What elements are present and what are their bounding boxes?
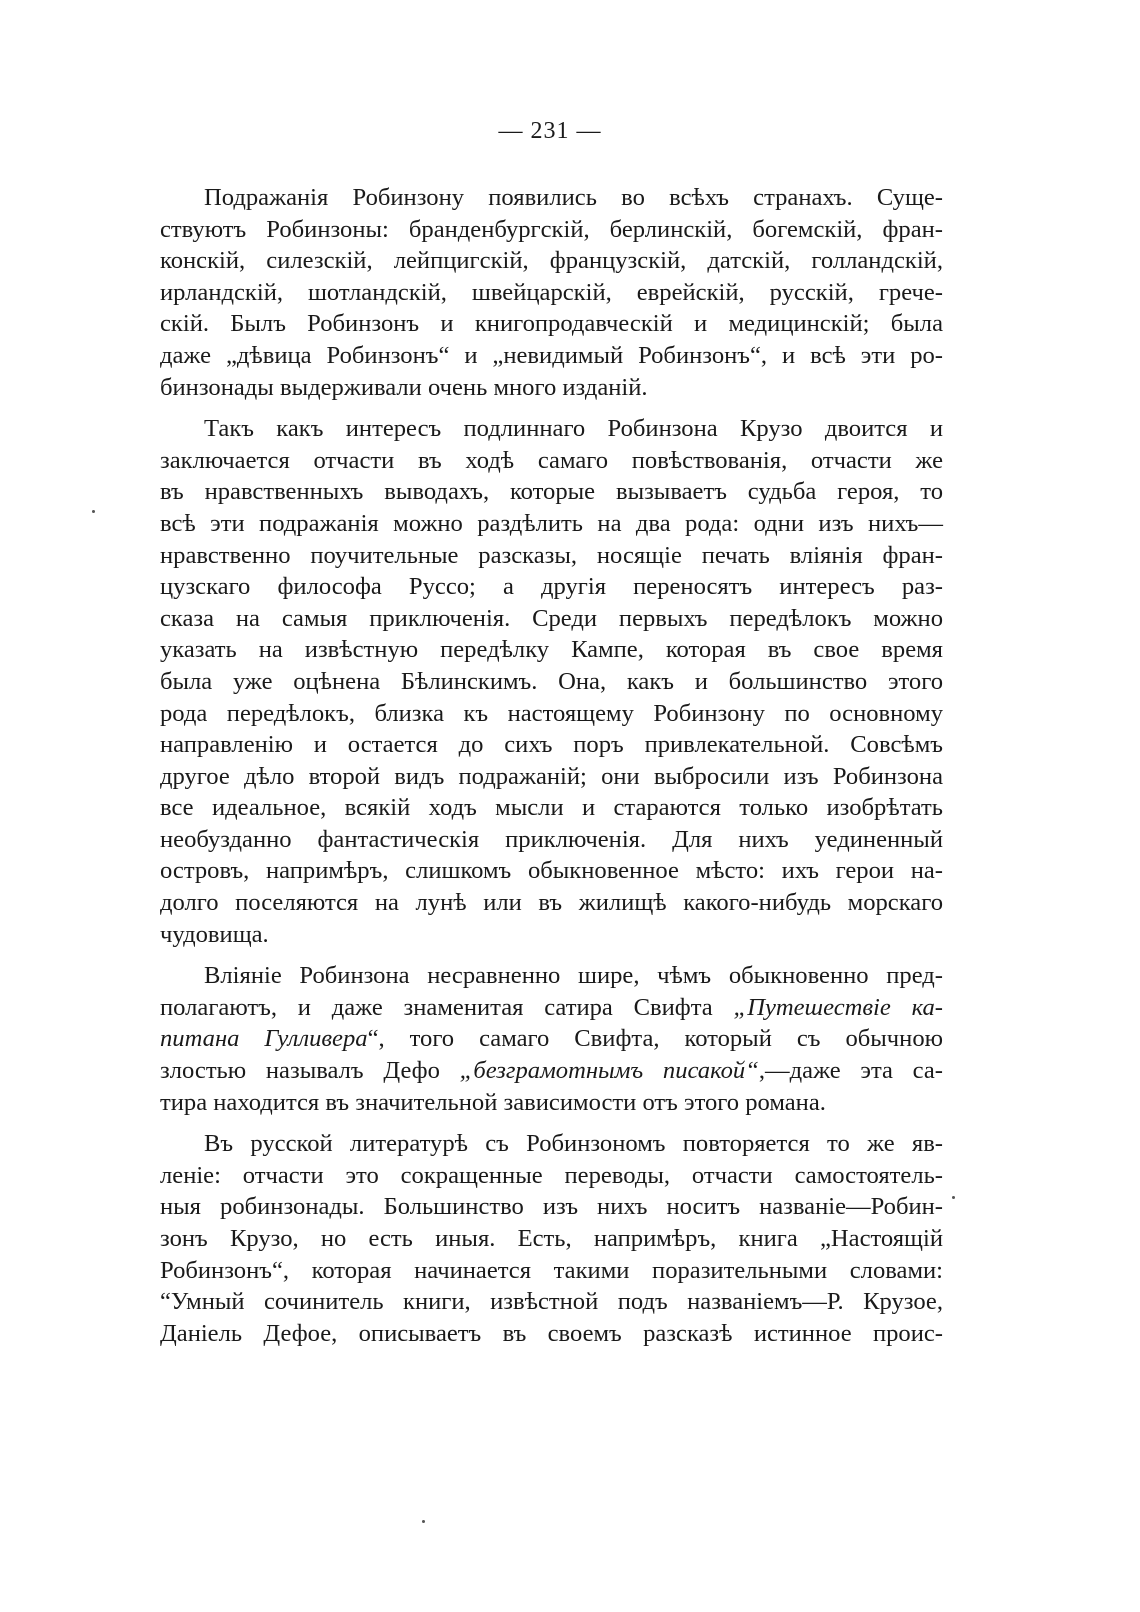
paragraph-4	[160, 1128, 943, 1349]
text-line: Даніель Дефое, описываетъ въ своемъ разсказѣ истинное проис-	[160, 1319, 943, 1347]
text-line: конскій, силезскій, лейпцигскій, французскій, датскій, голландскій,	[160, 247, 943, 275]
text-line: направленію и остается до сихъ поръ привлекательной. Совсѣмъ	[160, 731, 943, 759]
text-line: Вліяніе Робинзона несравненно шире, чѣмъ обыкновенно пред-	[204, 962, 943, 990]
text-line: даже „дѣвица Робинзонъ“ и „невидимый Робинзонъ“, и всѣ эти ро-	[160, 341, 943, 369]
text-line: другое дѣло второй видъ подражаній; они выбросили изъ Робинзона	[160, 762, 943, 790]
text-line: въ нравственныхъ выводахъ, которые вызываетъ судьба героя, то	[160, 478, 943, 506]
text-line: Такъ какъ интересъ подлиннаго Робинзона Крузо двоится и	[204, 415, 943, 443]
text-line: рода передѣлокъ, близка къ настоящему Робинзону по основному	[160, 699, 943, 727]
text-line: сказа на самыя приключенія. Среди первыхъ передѣлокъ можно	[160, 604, 943, 632]
text-line: все идеальное, всякій ходъ мысли и стараются только изобрѣтать	[160, 794, 943, 822]
body-text	[160, 182, 943, 1349]
scan-speck	[422, 1520, 425, 1523]
text-line: островъ, напримѣръ, слишкомъ обыкновенное мѣсто: ихъ герои на-	[160, 857, 943, 885]
scan-speck	[952, 1196, 955, 1199]
text-line: заключается отчасти въ ходѣ самаго повѣствованія, отчасти же	[160, 446, 943, 474]
text-line: чудовища.	[160, 920, 269, 948]
text-segment: полагаютъ, и даже знаменитая сатира Свифта	[160, 993, 713, 1021]
text-line: указать на извѣстную передѣлку Кампе, которая въ свое время	[160, 636, 943, 664]
text-segment: “, того самаго Свифта, который съ обычною	[367, 1025, 944, 1053]
scan-speck	[92, 510, 95, 513]
text-line: ствуютъ Робинзоны: бранденбургскій, берлинскій, богемскій, фран-	[160, 215, 943, 243]
italic-title: „Путешествіе ка-	[733, 993, 943, 1021]
text-line: Въ русской литературѣ съ Робинзономъ повторяется то же яв-	[204, 1130, 943, 1158]
paragraph-3	[160, 960, 943, 1118]
text-line: ирландскій, шотландскій, швейцарскій, еврейскій, русскій, грече-	[160, 278, 943, 306]
text-line	[160, 1023, 943, 1055]
text-line: Робинзонъ“, которая начинается такими поразительными словами:	[160, 1256, 943, 1284]
text-segment: ,—даже эта са-	[758, 1057, 943, 1085]
text-line: “Умный сочинитель книги, извѣстной подъ названіемъ—Р. Крузое,	[160, 1288, 943, 1316]
text-line: цузскаго философа Руссо; а другія переносятъ интересъ раз-	[160, 573, 943, 601]
text-line: ныя робинзонады. Большинство изъ нихъ носитъ названіе—Робин-	[160, 1193, 943, 1221]
text-line: была уже оцѣнена Бѣлинскимъ. Она, какъ и большинство этого	[160, 667, 943, 695]
text-segment: злостью называлъ Дефо	[160, 1057, 440, 1085]
text-line	[160, 1055, 943, 1087]
page-number: — 231 —	[498, 118, 602, 144]
text-line: нравственно поучительные разсказы, носящіе печать вліянія фран-	[160, 541, 943, 569]
text-line: необузданно фантастическія приключенія. Для нихъ уединенный	[160, 825, 943, 853]
text-line: скій. Былъ Робинзонъ и книгопродавческій и медицинскій; была	[160, 310, 943, 338]
text-line	[160, 992, 943, 1024]
text-line: всѣ эти подражанія можно раздѣлить на два рода: одни изъ нихъ—	[160, 509, 943, 537]
italic-title: питана Гулливера	[160, 1025, 368, 1053]
text-line: долго поселяются на лунѣ или въ жилищѣ какого-нибудь морскаго	[160, 889, 943, 917]
text-line: тира находится въ значительной зависимости отъ этого романа.	[160, 1088, 826, 1116]
text-line: зонъ Крузо, но есть иныя. Есть, напримѣръ, книга „Настоящій	[160, 1225, 943, 1252]
text-line: леніе: отчасти это сокращенные переводы, отчасти самостоятель-	[160, 1161, 943, 1189]
text-line: бинзонады выдерживали очень много изданій.	[160, 373, 648, 401]
paragraph-2	[160, 413, 943, 950]
text-line: Подражанія Робинзону появились во всѣхъ странахъ. Суще-	[204, 184, 943, 211]
paragraph-1	[160, 182, 943, 403]
italic-quote: „безграмотнымъ писакой“	[459, 1057, 759, 1085]
